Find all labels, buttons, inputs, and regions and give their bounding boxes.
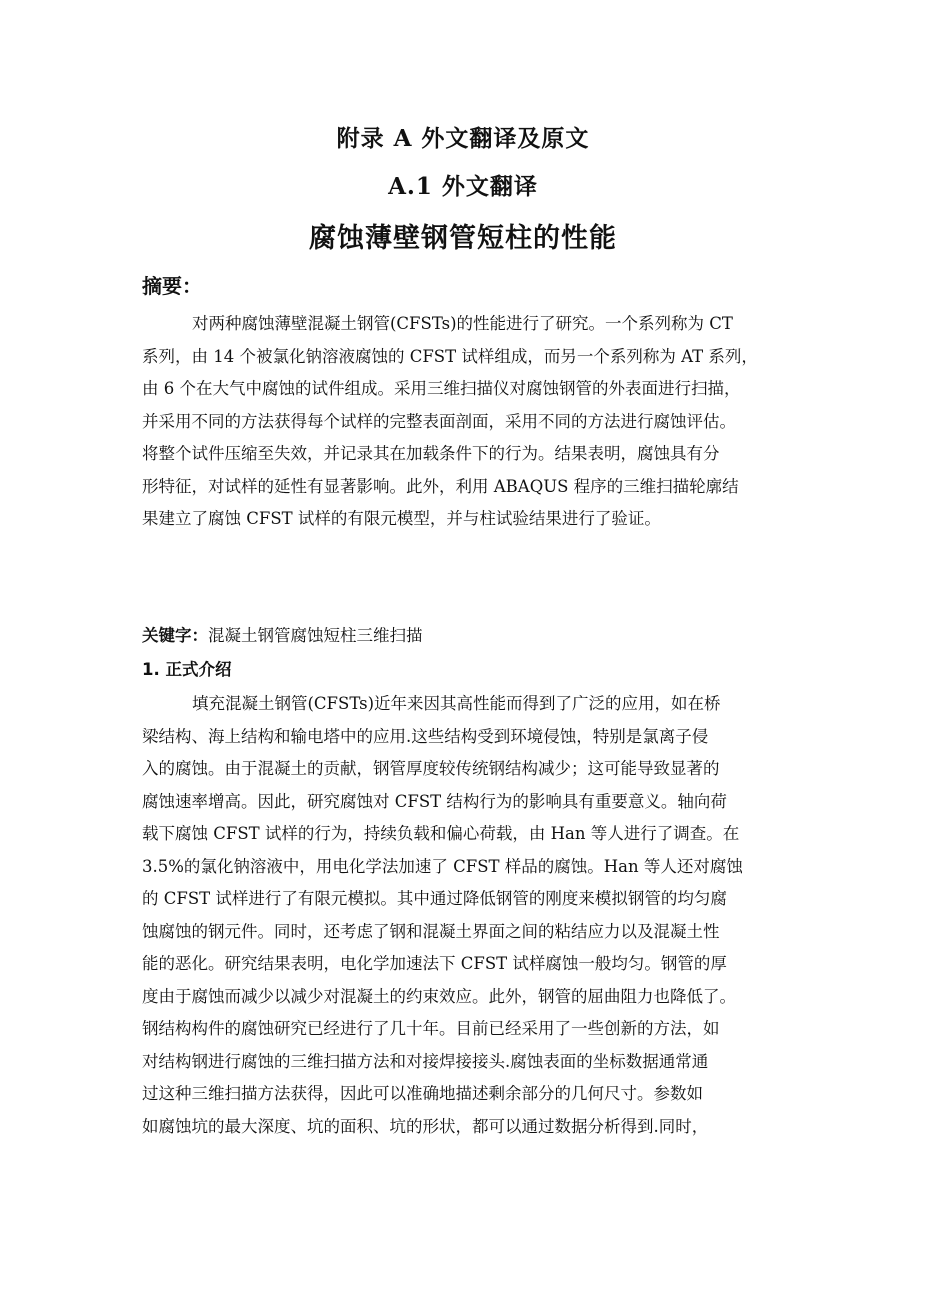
intro-line: 能的恶化。研究结果表明，电化学加速法下 CFST 试样腐蚀一般均匀。钢管的厚: [142, 954, 727, 973]
section-title: A.1 外文翻译: [388, 173, 538, 200]
intro-line: 的 CFST 试样进行了有限元模拟。其中通过降低钢管的刚度来模拟钢管的均匀腐: [142, 889, 727, 908]
abstract-line: 并采用不同的方法获得每个试样的完整表面剖面，采用不同的方法进行腐蚀评估。: [142, 411, 736, 431]
intro-line: 载下腐蚀 CFST 试样的行为，持续负载和偏心荷载，由 Han 等人进行了调查。在: [142, 824, 740, 843]
abstract-label: 摘要：: [142, 274, 202, 298]
appendix-title: 附录 A 外文翻译及原文: [336, 125, 590, 152]
intro-line: 钢结构构件的腐蚀研究已经进行了几十年。目前已经采用了一些创新的方法，如: [142, 1019, 720, 1038]
keywords-label: 关键字：: [142, 626, 208, 645]
abstract-line: 形特征，对试样的延性有显著影响。此外，利用 ABAQUS 程序的三维扫描轮廓结: [142, 476, 739, 496]
intro-line: 对结构钢进行腐蚀的三维扫描方法和对接焊接接头.腐蚀表面的坐标数据通常通: [142, 1051, 709, 1071]
intro-paragraph: [142, 688, 792, 1143]
intro-line: 梁结构、海上结构和输电塔中的应用.这些结构受到环境侵蚀，特别是氯离子侵: [142, 726, 709, 746]
intro-line: 3.5%的氯化钠溶液中，用电化学法加速了 CFST 样品的腐蚀。Han 等人还对腐蚀: [142, 856, 743, 876]
abstract-paragraph: [142, 308, 792, 536]
intro-line: 入的腐蚀。由于混凝土的贡献，钢管厚度较传统钢结构减少；这可能导致显著的: [142, 759, 720, 778]
intro-line: 填充混凝土钢管(CFSTs)近年来因其高性能而得到了广泛的应用，如在桥: [192, 694, 721, 713]
abstract-line: 系列，由 14 个被氯化钠溶液腐蚀的 CFST 试样组成，而另一个系列称为 AT 系列，: [142, 346, 758, 366]
intro-line: 过这种三维扫描方法获得，因此可以准确地描述剩余部分的几何尺寸。参数如: [142, 1084, 703, 1103]
abstract-line: 果建立了腐蚀 CFST 试样的有限元模型，并与柱试验结果进行了验证。: [142, 509, 661, 528]
intro-line: 蚀腐蚀的钢元件。同时，还考虑了钢和混凝土界面之间的粘结应力以及混凝土性: [142, 921, 720, 941]
keywords-line: [142, 622, 423, 646]
abstract-line: 由 6 个在大气中腐蚀的试件组成。采用三维扫描仪对腐蚀钢管的外表面进行扫描，: [142, 379, 741, 398]
intro-line: 如腐蚀坑的最大深度、坑的面积、坑的形状，都可以通过数据分析得到.同时，: [142, 1116, 709, 1136]
intro-heading: 1. 正式介绍: [142, 660, 232, 679]
intro-line: 度由于腐蚀而减少以减少对混凝土的约束效应。此外，钢管的屈曲阻力也降低了。: [142, 986, 736, 1006]
abstract-line: 对两种腐蚀薄壁混凝土钢管(CFSTs)的性能进行了研究。一个系列称为 CT: [192, 314, 733, 333]
abstract-line: 将整个试件压缩至失效，并记录其在加载条件下的行为。结果表明，腐蚀具有分: [142, 444, 720, 463]
intro-line: 腐蚀速率增高。因此，研究腐蚀对 CFST 结构行为的影响具有重要意义。轴向荷: [142, 791, 727, 811]
keywords-text: 混凝土钢管腐蚀短柱三维扫描: [208, 626, 423, 645]
paper-title: 腐蚀薄壁钢管短柱的性能: [309, 223, 617, 254]
